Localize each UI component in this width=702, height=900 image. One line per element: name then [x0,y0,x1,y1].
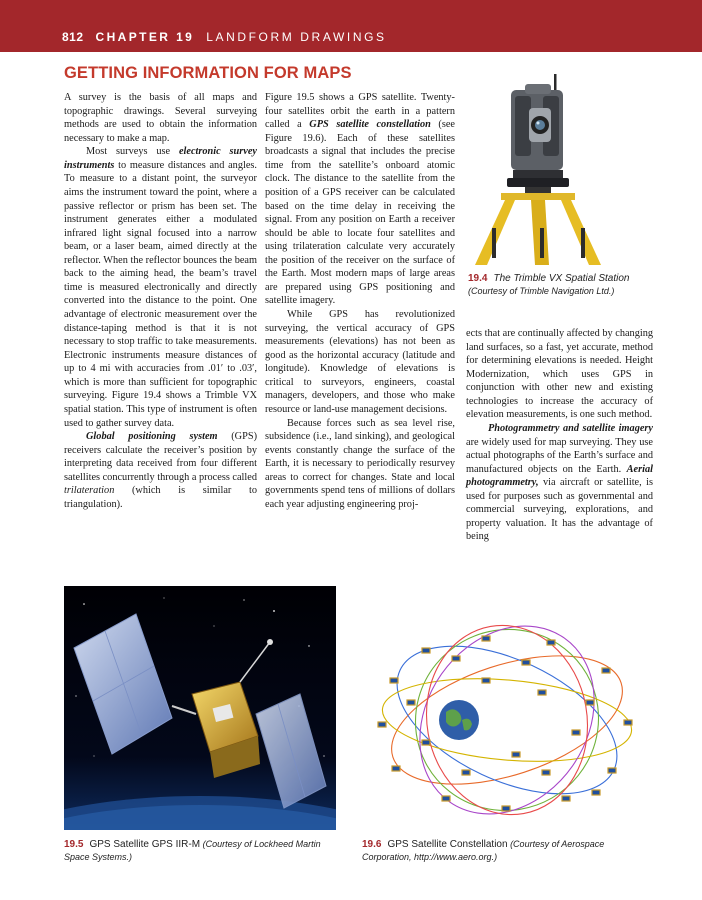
paragraph: Photogrammetry and satellite imagery are widely used for map surveying. They use actual photographs of the Earth’s surface and manufactured objects on the Earth. Aerial photogrammetry, via aircraft or satellite, is used for purposes such as governmental and commercial surveying, explorations, and property valuation. It has the advantage of being [466,422,653,543]
figure-credit: (Courtesy of Trimble Navigation Ltd.) [468,286,615,296]
chapter-title: LANDFORM DRAWINGS [206,30,387,44]
figure-number: 19.6 [362,839,382,850]
figure-credit: (Courtesy of Aerospace Corporation, http://www.aero.org.) [362,839,605,862]
figure-19-5-caption [64,838,344,864]
figure-title: GPS Satellite GPS IIR-M [89,839,201,850]
body-column-3 [466,327,653,544]
gps-constellation-diagram [362,620,652,820]
paragraph: While GPS has revolutionized surveying, the vertical accuracy of GPS measurements (elevations) has not been as good as the horizontal accuracy (latitude and longitude). Knowledge of elevations is critical to surveyors, engineers, coastal managers, developers, and those who make resource or land-use management decisions. [265,309,455,415]
section-title: GETTING INFORMATION FOR MAPS [64,64,352,82]
figure-credit: (Courtesy of Lockheed Martin Space Systems.) [64,839,321,862]
figure-title: The Trimble VX Spatial Station [493,273,630,284]
paragraph: ects that are continually affected by changing land surfaces, so a fast, yet accurate, method for determining elevations is needed. Height Modernization, which uses GPS in conjunction with other new and existing technologies to increase the accuracy of elevation measurements, is one such method. [466,328,653,421]
figure-19-6-caption [362,838,652,864]
paragraph: Because forces such as sea level rise, subsidence (i.e., land sinking), and geological events constantly change the surface of the Earth, it is necessary to periodically resurvey areas to correct for changes. State and local governments spend tens of millions of dollars each year adjusting engineering proj- [265,417,455,510]
gps-satellite-photo [64,586,336,830]
page-number: 812 [62,30,84,44]
chapter-label: CHAPTER 19 [95,30,195,44]
figure-title: GPS Satellite Constellation [387,839,508,850]
paragraph: A survey is the basis of all maps and topographic drawings. Several surveying methods are used to obtain the information necessary to make a map. [64,92,257,144]
key-term: Aerial photogrammetry, [466,463,653,489]
figure-19-4-caption [468,272,668,298]
paragraph: Most surveys use electronic survey instruments to measure distances and angles. To measure to a distant point, the surveyor aims the instrument toward the point, where a passive reflector or prism has been set. The instrument generates either a modulated infrared light signal focused into a narrow beam, or a laser beam, aimed directly at the reflector. When the reflector bounces the beam back to the aiming head, the beam’s travel time is measured electronically and directly converted into the distance to the point. One advantage of electronic measurement over the distance-taping method is that it is not necessary to stop traffic to take measurements. Electronic instruments measure distances of up to 4 mi with accuracies from .01′ to .03′, which is more than sufficient for topographic surveying. Figure 19.4 shows a Trimble VX spatial station. This type of instrument is often used to gather survey data. [64,146,257,429]
figure-number: 19.5 [64,839,84,850]
key-term: Global positioning system [86,431,218,443]
key-term: Photogrammetry and satellite imagery [488,422,653,434]
body-column-2 [265,91,455,511]
figure-number: 19.4 [468,273,488,284]
key-term: GPS satellite constellation [309,119,431,131]
trimble-station-photo [465,68,609,265]
italic-term: trilateration [64,485,115,497]
body-column-1 [64,91,257,511]
paragraph: Figure 19.5 shows a GPS satellite. Twenty-four satellites orbit the earth in a pattern called a GPS satellite constellation (see Figure 19.6). Each of these satellites broadcasts a signal that includes the precise time from the satellite’s onboard atomic clock. The distance to the satellite from the position of a GPS receiver can be calculated based on the time delay in receiving the signal. From any position on Earth a receiver should be able to locate four satellites and using trilateration calculate very accurately the position of the receiver on the surface of the Earth. Most modern maps of large areas are prepared using GPS positioning and satellite imagery. [265,92,455,307]
paragraph: Global positioning system (GPS) receivers calculate the receiver’s position by interpreting data received from four different satellites concurrently through a process called trilateration (which is similar to triangulation). [64,431,257,510]
key-term: electronic survey instruments [64,146,257,171]
chapter-header-bar [0,0,702,52]
running-header [62,30,387,44]
